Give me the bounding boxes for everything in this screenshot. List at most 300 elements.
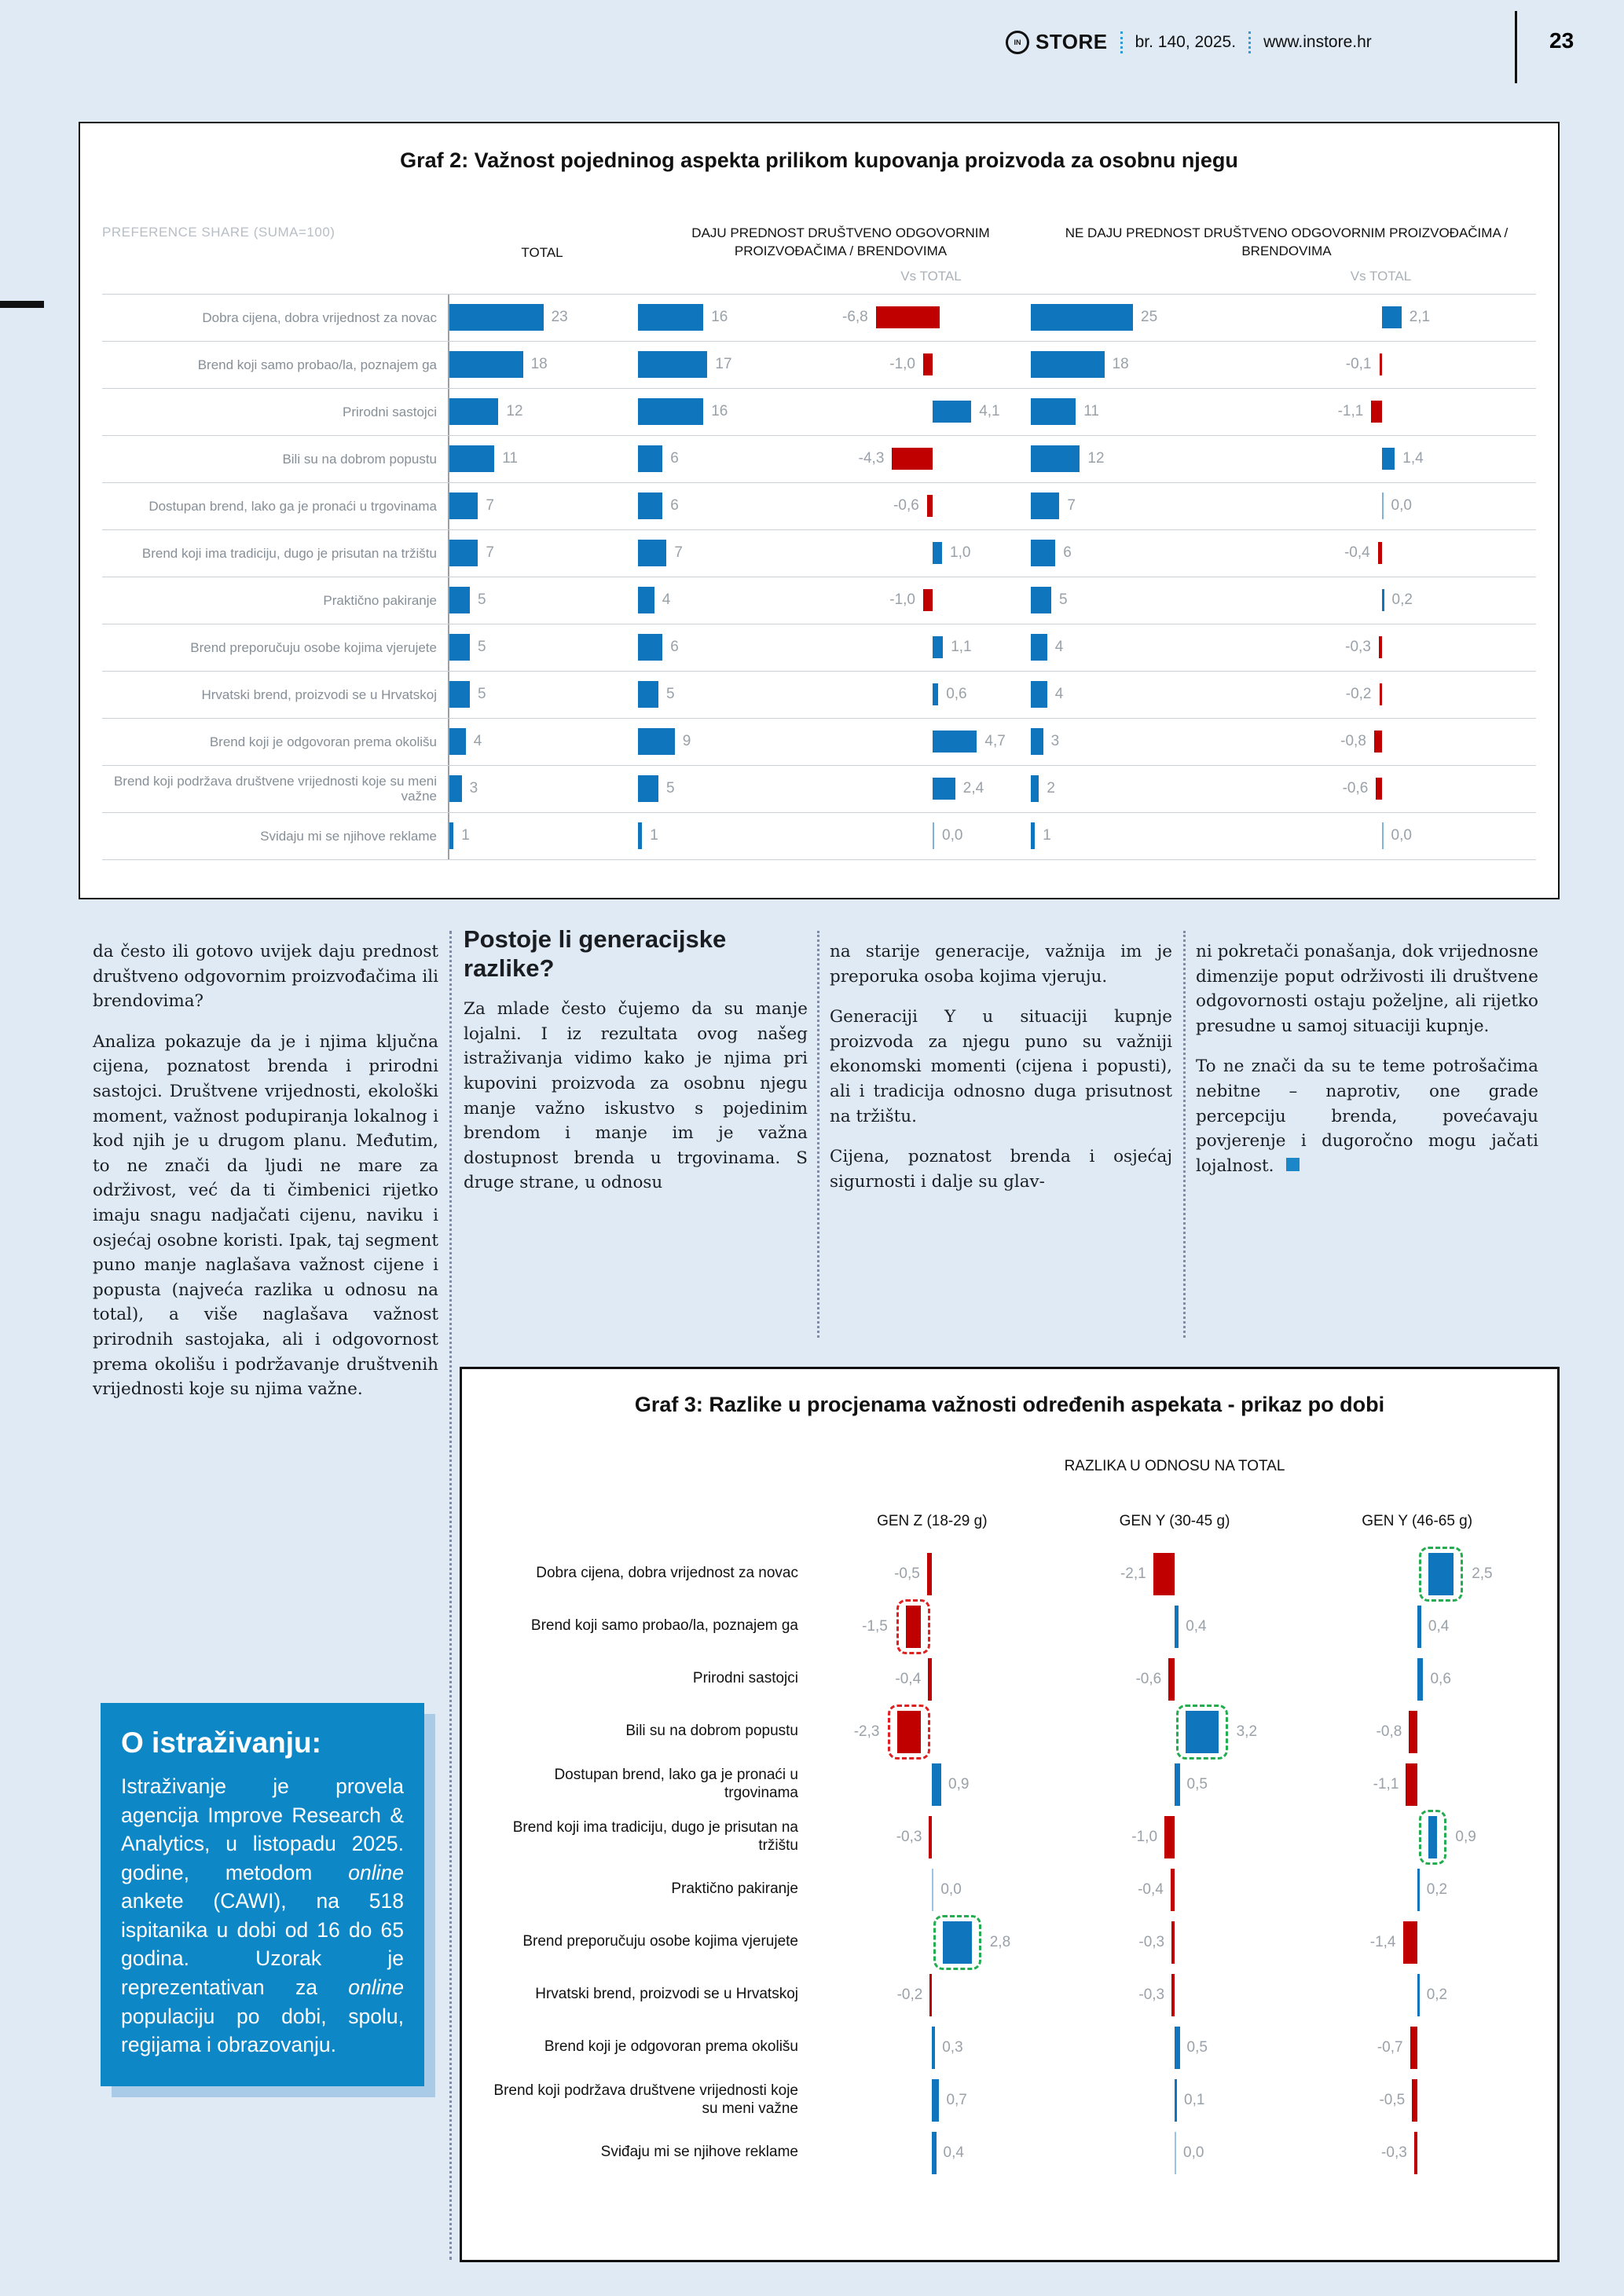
graf3-row	[481, 1705, 1538, 1758]
bar-daju	[638, 304, 703, 331]
row-label: Brend koji ima tradiciju, dugo je prisutan na tržištu	[512, 1818, 798, 1854]
bar-daju	[638, 540, 666, 566]
logo-text: IN	[1014, 38, 1021, 46]
graf2-col-total: TOTAL	[521, 244, 563, 260]
bar-positive	[933, 542, 942, 564]
header-divider-icon	[1120, 31, 1123, 53]
article-column-2	[464, 925, 808, 1211]
graf3-row	[481, 1968, 1538, 2021]
bar-negative	[1378, 542, 1382, 564]
bar-positive	[933, 636, 943, 658]
bar-value: 1	[1043, 827, 1051, 844]
row-label: Brend koji podržava društvene vrijednosti koje su meni važne	[493, 2082, 798, 2117]
bar-negative	[928, 1658, 932, 1701]
about-text: ankete (CAWI), na 518 ispitanika u dobi od 16 do 65 godina. Uzorak je reprezentativan za	[121, 1889, 404, 1999]
bar-negative	[1374, 731, 1382, 753]
row-label: Brend koji samo probao/la, poznajem ga	[197, 357, 437, 372]
bar-value: 5	[1059, 591, 1068, 609]
bar-negative	[1171, 1869, 1175, 1911]
bar-value: 11	[1083, 403, 1099, 420]
graf2-row	[102, 483, 1536, 530]
bar-value: 4,7	[984, 733, 1006, 750]
bar-value: 6	[670, 639, 679, 656]
bar-value: -0,7	[1377, 2038, 1403, 2056]
bar-nedaju	[1031, 775, 1039, 802]
bar-value: -0,3	[1138, 1986, 1165, 2003]
bar-value: -0,2	[896, 1986, 923, 2003]
graf3-row	[481, 2126, 1538, 2179]
bar-value: -1,0	[889, 591, 915, 609]
bar-negative	[897, 1711, 921, 1753]
edge-print-mark	[0, 301, 44, 308]
bar-value: 0,6	[1430, 1670, 1451, 1687]
bar-value: -1,5	[862, 1617, 888, 1635]
bar-nedaju	[1031, 445, 1080, 472]
bar-value: 1	[461, 827, 470, 844]
highlight-green-box	[933, 1915, 981, 1970]
paragraph: na starije generacije, važnija im je preporuka osoba kojima vjeruju.	[830, 942, 1172, 987]
row-label: Dobra cijena, dobra vrijednost za novac	[202, 309, 437, 325]
bar-negative	[876, 306, 940, 328]
graf3-row	[481, 1811, 1538, 1863]
graf2-row	[102, 813, 1536, 860]
row-label: Brend koji podržava društvene vrijednosti koje su meni važne	[113, 773, 437, 804]
bar-positive	[1175, 1606, 1179, 1648]
bar-nedaju	[1031, 398, 1076, 425]
bar-value: 0,5	[1186, 2038, 1208, 2056]
bar-total	[449, 822, 453, 849]
bar-zero	[1175, 2132, 1176, 2174]
bar-nedaju	[1031, 634, 1047, 661]
row-label: Svidaju mi se njihove reklame	[260, 828, 437, 844]
bar-negative	[892, 448, 933, 470]
graf2-row	[102, 530, 1536, 577]
bar-positive	[932, 1763, 941, 1806]
bar-value: 23	[551, 309, 568, 326]
bar-value: 18	[530, 356, 548, 373]
bar-value: -0,3	[896, 1828, 922, 1845]
bar-negative	[1403, 1921, 1417, 1964]
bar-nedaju	[1031, 822, 1035, 849]
bar-value: 1,4	[1402, 450, 1424, 467]
bar-value: 3	[1050, 733, 1060, 750]
bar-value: 0,2	[1391, 591, 1413, 609]
bar-negative	[923, 589, 933, 611]
bar-value: -1,4	[1369, 1933, 1396, 1950]
graf3-row	[481, 1653, 1538, 1705]
bar-value: 9	[682, 733, 691, 750]
bar-negative	[1410, 2027, 1417, 2069]
about-text: populaciju po dobi, spolu, regijama i obrazovanju.	[121, 2004, 404, 2057]
bar-value: -0,8	[1376, 1723, 1402, 1740]
bar-value: 17	[715, 356, 732, 373]
bar-total	[449, 304, 544, 331]
bar-value: -1,1	[1373, 1775, 1399, 1792]
graf2-vs-total-1: Vs TOTAL	[900, 268, 962, 284]
bar-daju	[638, 398, 703, 425]
graf3-col-geny2: GEN Y (46-65 g)	[1362, 1513, 1473, 1529]
graf2-vs-headers	[102, 269, 1536, 284]
bar-value: 7	[1067, 497, 1076, 514]
row-label: Brend koji ima tradiciju, dugo je prisutan na tržištu	[141, 545, 437, 561]
row-label: Bili su na dobrom popustu	[625, 1723, 798, 1740]
bar-positive	[932, 2079, 939, 2122]
bar-positive	[933, 731, 977, 753]
about-italic-text: online	[348, 1975, 404, 1999]
bar-negative	[1409, 1711, 1417, 1753]
bar-value: 0,5	[1186, 1775, 1208, 1792]
bar-nedaju	[1031, 728, 1043, 755]
bar-value: 0,0	[1391, 827, 1412, 844]
bar-negative	[1171, 1921, 1175, 1964]
bar-value: -0,5	[1379, 2091, 1406, 2108]
row-label: Bili su na dobrom popustu	[282, 451, 437, 467]
bar-negative	[1168, 1658, 1175, 1701]
bar-value: 11	[502, 450, 518, 467]
row-label: Prirodni sastojci	[692, 1670, 798, 1687]
bar-negative	[1380, 353, 1382, 375]
column-separator	[1183, 931, 1186, 1338]
bar-value: 0,0	[1183, 2144, 1204, 2161]
page-header	[1006, 30, 1372, 54]
bar-positive	[1417, 1974, 1420, 2016]
about-research-box	[101, 1703, 424, 2086]
bar-value: 6	[670, 497, 679, 514]
row-label: Praktično pakiranje	[323, 592, 437, 608]
bar-negative	[1379, 636, 1382, 658]
bar-value: 0,9	[948, 1775, 970, 1792]
bar-positive	[932, 2027, 935, 2069]
graf3-title: Graf 3: Razlike u procjenama važnosti određenih aspekata - prikaz po dobi	[634, 1393, 1385, 1416]
article-column-4	[1196, 939, 1538, 1194]
bar-zero	[1382, 822, 1384, 849]
bar-negative	[927, 1553, 933, 1595]
bar-value: 4	[662, 591, 671, 609]
bar-negative	[929, 1816, 932, 1858]
bar-total	[449, 445, 494, 472]
bar-negative	[923, 353, 933, 375]
bar-value: 2	[1047, 780, 1055, 797]
paragraph: Cijena, poznatost brenda i osjećaj sigurnosti i dalje su glav-	[830, 1147, 1172, 1192]
bar-positive	[1175, 2079, 1177, 2122]
graf2-col-daju: DAJU PREDNOST DRUŠTVENO ODGOVORNIM PROIZVOĐAČIMA / BRENDOVIMA	[691, 225, 990, 258]
bar-negative	[927, 495, 933, 517]
bar-positive	[1175, 1763, 1180, 1806]
graf3-row	[481, 2021, 1538, 2074]
graf3-col-geny1: GEN Y (30-45 g)	[1119, 1513, 1230, 1529]
bar-zero	[932, 1869, 933, 1911]
bar-value: 0,4	[1186, 1617, 1207, 1635]
bar-value: 7	[486, 544, 494, 562]
bar-value: 5	[666, 686, 675, 703]
bar-negative	[1153, 1553, 1175, 1595]
paragraph: Analiza pokazuje da je i njima ključna cijena, poznatost brenda i prirodni sastojci. Društvene vrijednosti, ekološki moment, važnost podupiranja lokalnog i kod njih je u drugom planu. Međutim, to ne znači da ljudi ne mare za održivost, već da ti čimbenici rijetko imaju snagu nadjačati cijenu, naviku i osjećaj osobne koristi. Ipak, taj segment puno manje naglašava važnost cijene i popusta (najveća razlika u odnosu na total), a više naglašava važnost prirodnih sastojaka, ali i odgovornost prema okolišu i podržavanje društvenih vrijednosti koje su njima važne.	[93, 1031, 438, 1400]
row-label: Praktično pakiranje	[671, 1880, 798, 1898]
bar-value: 3,2	[1236, 1723, 1258, 1740]
bar-value: 2,5	[1472, 1565, 1493, 1582]
highlight-green-box	[1419, 1547, 1464, 1602]
bar-nedaju	[1031, 304, 1133, 331]
bar-positive	[1417, 1869, 1420, 1911]
bar-value: -2,1	[1120, 1565, 1146, 1582]
bar-negative	[1380, 683, 1382, 705]
highlight-green-box	[1176, 1705, 1228, 1760]
highlight-green-box	[1419, 1810, 1447, 1865]
bar-value: -0,3	[1381, 2144, 1407, 2161]
bar-negative	[1406, 1763, 1417, 1806]
bar-value: 0,2	[1426, 1880, 1448, 1898]
row-label: Brend preporučuju osobe kojima vjerujete	[522, 1933, 798, 1950]
bar-value: 0,0	[1391, 497, 1412, 514]
bar-total	[449, 634, 470, 661]
bar-total	[449, 775, 462, 802]
bar-value: 2,1	[1409, 309, 1431, 326]
row-label: Dostupan brend, lako ga je pronaći u trgovinama	[148, 498, 437, 514]
bar-negative	[1414, 2132, 1417, 2174]
bar-value: 0,2	[1426, 1986, 1448, 2003]
graf3-row	[481, 2074, 1538, 2126]
graf2-row	[102, 436, 1536, 483]
article-end-mark-icon	[1286, 1158, 1300, 1171]
bar-value: 3	[469, 780, 478, 797]
bar-value: 0,0	[942, 827, 963, 844]
bar-zero	[1382, 493, 1384, 519]
bar-negative	[1412, 2079, 1417, 2122]
bar-positive	[1417, 1606, 1421, 1648]
bar-value: -0,3	[1138, 1933, 1165, 1950]
graf3-chart	[460, 1367, 1560, 2262]
bar-positive	[1428, 1816, 1438, 1858]
paragraph: Generaciji Y u situaciji kupnje proizvoda za njegu puno su važniji ekonomski momenti (cijena i popusti), ali i tradicija odnosno duga prisutnost na tržištu.	[830, 1007, 1172, 1126]
bar-value: 0,4	[1428, 1617, 1450, 1635]
bar-positive	[933, 778, 955, 800]
bar-value: 7	[674, 544, 683, 562]
bar-value: 0,6	[946, 686, 967, 703]
bar-value: 5	[478, 639, 486, 656]
instore-logo-icon	[1006, 31, 1029, 54]
bar-value: 2,4	[962, 780, 984, 797]
header-rule	[1515, 11, 1517, 83]
brand-name: STORE	[1036, 30, 1108, 53]
bar-value: 25	[1141, 309, 1158, 326]
paragraph: ni pokretači ponašanja, dok vrijednosne dimenzije poput održivosti ili društvene odgovornosti ostaju poželjne, ali rijetko presudne u samoj situaciji kupnje.	[1196, 942, 1538, 1036]
paragraph: Za mlade često čujemo da su manje lojalni. I iz rezultata ovog našeg istraživanja vidimo kako je njima pri kupovini proizvoda za osobnu njegu manje važno iskustvo s pojedinim brendom i manje im je važna dostupnost brenda u trgovinama. S druge strane, u odnosu	[464, 999, 808, 1193]
bar-value: -6,8	[842, 309, 868, 326]
graf2-row	[102, 342, 1536, 389]
bar-value: -0,6	[893, 497, 919, 514]
bar-value: -0,2	[1345, 686, 1372, 703]
row-label: Hrvatski brend, proizvodi se u Hrvatskoj	[535, 1986, 798, 2003]
bar-positive	[943, 1921, 971, 1964]
bar-value: 0,3	[942, 2038, 963, 2056]
bar-value: -0,5	[894, 1565, 920, 1582]
bar-negative	[906, 1606, 922, 1648]
page-number: 23	[1549, 28, 1575, 53]
graf3-row	[481, 1547, 1538, 1600]
bar-negative	[1371, 401, 1381, 423]
row-label: Brend koji je odgovoran prema okolišu	[209, 734, 437, 749]
bar-total	[449, 351, 523, 378]
bar-value: 0,9	[1455, 1828, 1476, 1845]
bar-value: -0,1	[1345, 356, 1372, 373]
bar-value: 1	[650, 827, 658, 844]
bar-negative	[1171, 1974, 1175, 2016]
article-column-3	[830, 939, 1172, 1210]
paragraph	[1196, 1054, 1538, 1178]
row-label: Brend koji samo probao/la, poznajem ga	[530, 1617, 798, 1635]
paragraph-text: To ne znači da su te teme potrošačima nebitne – naprotiv, one grade percepciju brenda, povećavaju povjerenje i dugoročno mogu jačati lojalnost.	[1196, 1056, 1538, 1176]
bar-value: 5	[478, 591, 486, 609]
article-column-1	[93, 939, 438, 1418]
about-text: Istraživanje je provela agencija Improve Research & Analytics, u listopadu 2025. godine, metodom	[121, 1774, 404, 1884]
paragraph: da često ili gotovo uvijek daju prednost društveno odgovornim proizvođačima ili brendovima?	[93, 942, 438, 1012]
graf2-row	[102, 389, 1536, 436]
bar-value: 0,4	[943, 2144, 964, 2161]
bar-value: 16	[711, 403, 728, 420]
bar-positive	[933, 401, 971, 423]
bar-nedaju	[1031, 540, 1055, 566]
graf3-rows	[481, 1547, 1538, 2179]
bar-value: 5	[666, 780, 675, 797]
bar-value: 0,1	[1184, 2091, 1205, 2108]
bar-positive	[1382, 306, 1402, 328]
bar-zero	[933, 822, 934, 849]
bar-value: -1,0	[889, 356, 915, 373]
bar-value: -0,6	[1135, 1670, 1162, 1687]
graf2-col-nedaju: NE DAJU PREDNOST DRUŠTVENO ODGOVORNIM PROIZVOĐAČIMA / BRENDOVIMA	[1065, 225, 1509, 258]
graf2-row	[102, 577, 1536, 624]
issue-number: br. 140, 2025.	[1135, 32, 1237, 51]
bar-nedaju	[1031, 587, 1051, 613]
graf2-row	[102, 766, 1536, 813]
row-label: Hrvatski brend, proizvodi se u Hrvatskoj	[201, 687, 437, 702]
bar-value: 4	[473, 733, 482, 750]
website-url: www.instore.hr	[1263, 32, 1372, 51]
bar-daju	[638, 775, 658, 802]
bar-value: 0,7	[946, 2091, 967, 2108]
graf2-rows	[102, 294, 1536, 860]
graf3-subtitle: RAZLIKA U ODNOSU NA TOTAL	[1064, 1458, 1285, 1474]
bar-negative	[929, 1974, 932, 2016]
graf3-row	[481, 1600, 1538, 1653]
bar-nedaju	[1031, 681, 1047, 708]
bar-value: 4	[1054, 639, 1064, 656]
bar-value: -0,6	[1342, 780, 1369, 797]
bar-daju	[638, 587, 654, 613]
row-label: Brend preporučuju osobe kojima vjerujete	[190, 639, 437, 655]
bar-total	[449, 728, 466, 755]
bar-value: 4,1	[979, 403, 1000, 420]
row-label: Dostupan brend, lako ga je pronaći u trgovinama	[554, 1766, 798, 1801]
column-separator	[449, 931, 452, 2260]
bar-nedaju	[1031, 493, 1059, 519]
bar-daju	[638, 445, 662, 472]
bar-daju	[638, 681, 658, 708]
bar-positive	[933, 683, 938, 705]
bar-negative	[1376, 778, 1381, 800]
bar-total	[449, 681, 470, 708]
graf2-title: Graf 2: Važnost pojedninog aspekta prilikom kupovanja proizvoda za osobnu njegu	[400, 148, 1238, 172]
bar-nedaju	[1031, 351, 1105, 378]
bar-value: -0,4	[895, 1670, 922, 1687]
bar-value: 4	[1054, 686, 1064, 703]
bar-total	[449, 540, 478, 566]
bar-value: -0,4	[1344, 544, 1370, 562]
bar-value: -1,1	[1337, 403, 1364, 420]
bar-total	[449, 587, 470, 613]
column-separator	[817, 931, 819, 1338]
bar-total	[449, 493, 478, 519]
bar-value: -1,0	[1131, 1828, 1158, 1845]
bar-positive	[932, 2132, 936, 2174]
bar-value: 16	[711, 309, 728, 326]
bar-daju	[638, 728, 675, 755]
bar-positive	[1382, 448, 1395, 470]
about-italic-text: online	[348, 1860, 404, 1884]
about-box-body	[121, 1772, 404, 2060]
bar-value: 2,8	[989, 1933, 1011, 1950]
bar-value: -4,3	[858, 450, 885, 467]
bar-daju	[638, 822, 642, 849]
article-heading: Postoje li generacijske razlike?	[464, 925, 727, 982]
bar-daju	[638, 493, 662, 519]
bar-value: 12	[1087, 450, 1105, 467]
bar-value: 1,1	[951, 639, 972, 656]
graf2-row	[102, 719, 1536, 766]
bar-value: -0,8	[1340, 733, 1366, 750]
bar-total	[449, 398, 498, 425]
graf3-column-headers	[481, 1513, 1538, 1530]
bar-value: 12	[506, 403, 523, 420]
bar-positive	[1175, 2027, 1180, 2069]
graf2-note: PREFERENCE SHARE (SUMA=100)	[102, 225, 335, 240]
graf2-row	[102, 294, 1536, 342]
graf2-row	[102, 624, 1536, 672]
bar-negative	[1164, 1816, 1175, 1858]
bar-value: -0,3	[1345, 639, 1371, 656]
row-label: Brend koji je odgovoran prema okolišu	[544, 2038, 798, 2056]
bar-positive	[1186, 1711, 1219, 1753]
graf3-row	[481, 1758, 1538, 1811]
header-divider-icon	[1248, 31, 1251, 53]
bar-daju	[638, 351, 707, 378]
bar-value: 1,0	[950, 544, 971, 562]
bar-value: 7	[486, 497, 494, 514]
graf3-subtitle-row	[481, 1458, 1538, 1475]
bar-value: -0,4	[1138, 1880, 1164, 1898]
bar-value: 0,0	[940, 1880, 962, 1898]
highlight-red-box	[888, 1705, 930, 1760]
bar-value: 18	[1112, 356, 1129, 373]
row-label: Prirodni sastojci	[343, 404, 437, 419]
bar-value: 6	[1063, 544, 1072, 562]
graf2-vs-total-2: Vs TOTAL	[1350, 268, 1412, 284]
graf3-row	[481, 1863, 1538, 1916]
graf2-column-headers	[102, 225, 1536, 261]
graf2-row	[102, 672, 1536, 719]
bar-positive	[1428, 1553, 1454, 1595]
highlight-red-box	[896, 1599, 931, 1654]
bar-positive	[1417, 1658, 1424, 1701]
bar-value: 5	[478, 686, 486, 703]
graf3-col-genz: GEN Z (18-29 g)	[877, 1513, 988, 1529]
bar-daju	[638, 634, 662, 661]
graf2-chart	[79, 122, 1560, 899]
graf3-row	[481, 1916, 1538, 1968]
row-label: Sviđaju mi se njihove reklame	[600, 2144, 798, 2161]
about-box-title: O istraživanju:	[121, 1727, 321, 1759]
bar-value: -2,3	[853, 1723, 880, 1740]
